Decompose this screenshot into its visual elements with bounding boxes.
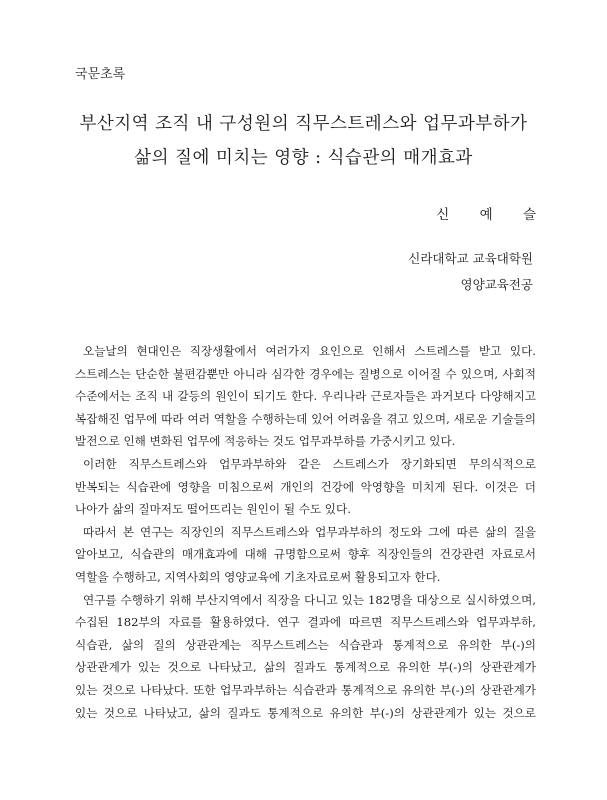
abstract-line: 수집된 182부의 자료를 활용하였다. 연구 결과에 따르면 직무스트레스와 업무과부하, [75,615,536,630]
abstract-line: 역할을 수행하고, 지역사회의 영양교육에 기초자료로써 활용되고자 한다. [75,569,441,584]
abstract-line: 스트레스는 단순한 불편감뿐만 아니라 심각한 경우에는 질병으로 이어질 수 있으며, 사회적 [75,366,536,381]
abstract-body [75,340,536,724]
abstract-line: 반복되는 식습관에 영향을 미침으로써 개인의 건강에 악영향을 미치게 된다. 이것은 더 [75,479,536,494]
abstract-line: 수준에서는 조직 내 갈등의 원인이 되기도 한다. 우리나라 근로자들은 과거보다 다양해지고 [75,389,536,404]
author-name: 신 예 슬 [436,207,549,223]
abstract-line: 상관관계가 있는 것으로 나타났고, 삶의 질과도 통계적으로 유의한 부(-)의 상관관계가 [75,660,536,675]
abstract-line: 있는 것으로 나타났다. 또한 업무과부하는 식습관과 통계적으로 유의한 부(-)의 상관관계가 [75,682,536,697]
section-label: 국문초록 [75,67,126,82]
title-line-1: 부산지역 조직 내 구성원의 직무스트레스와 업무과부하가 [79,114,528,134]
abstract-line: 이러한 직무스트레스와 업무과부하와 같은 스트레스가 장기화되면 무의식적으로 [83,456,536,471]
affiliation-university: 신라대학교 교육대학원 [408,251,533,266]
abstract-line: 오늘날의 현대인은 직장생활에서 여러가지 요인으로 인해서 스트레스를 받고 있다. [83,344,536,358]
abstract-line: 연구를 수행하기 위해 부산지역에서 직장을 다니고 있는 182명을 대상으로 실시하였으며, [83,592,536,607]
affiliation-major: 영양교육전공 [460,277,533,292]
abstract-line: 식습관, 삶의 질의 상관관계는 직무스트레스는 식습관과 통계적으로 유의한 부(-)의 [75,637,536,652]
abstract-line: 발전으로 인해 변화된 업무에 적응하는 것도 업무과부하를 가중시키고 있다. [75,434,456,449]
title-line-2: 삶의 질에 미치는 영향 : 식습관의 매개효과 [134,148,473,168]
abstract-line: 따라서 본 연구는 직장인의 직무스트레스와 업무과부하의 정도와 그에 따른 삶의 질을 [83,524,536,539]
abstract-line: 알아보고, 식습관의 매개효과에 대해 규명함으로써 향후 직장인들의 건강관련 자료로서 [75,547,536,562]
abstract-line: 복잡해진 업무에 따라 여러 역할을 수행하는데 있어 어려움을 겪고 있으며, 새로운 기술들의 [75,411,536,426]
abstract-line: 나아가 삶의 질마저도 떨어뜨리는 원인이 될 수도 있다. [75,502,351,517]
abstract-line: 있는 것으로 나타났고, 삶의 질과도 통계적으로 유의한 부(-)의 상관관계가 있는 것으로 [75,705,536,720]
